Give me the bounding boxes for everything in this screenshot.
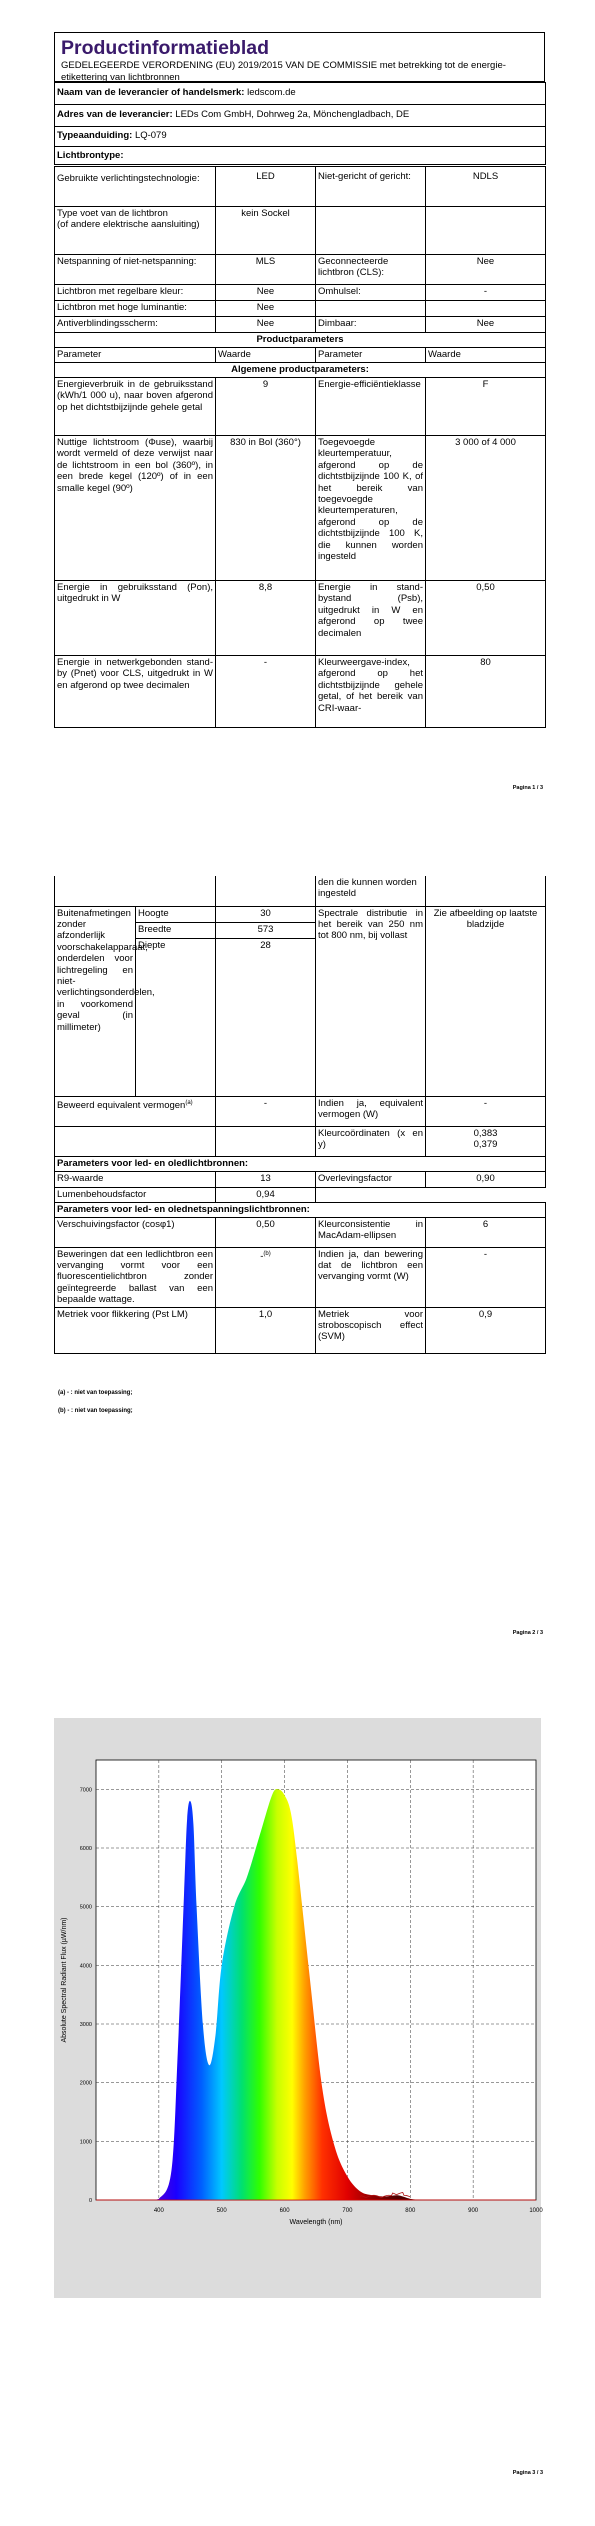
replacement-claim-label: Beweringen dat een ledlichtbron een vervanging vormt voor een fluorescentielichtbron zonder geïntegreerde ballast van een bepaalde wattage. xyxy=(55,1247,216,1307)
r9-label: R9-waarde xyxy=(55,1171,216,1187)
x-axis-label: Wavelength (nm) xyxy=(289,2219,343,2226)
cap-type-label: Type voet van de lichtbron xyxy=(57,208,168,219)
y-tick-label: 2000 xyxy=(79,2080,92,2087)
cls-value: Nee xyxy=(426,255,546,285)
table-row xyxy=(55,363,546,378)
anti-glare-value: Nee xyxy=(216,317,316,333)
empty-cell xyxy=(426,876,546,906)
supplier-name-value: ledscom.de xyxy=(247,87,296,98)
empty-cell xyxy=(316,301,426,317)
empty-cell xyxy=(426,1187,546,1202)
column-header: Waarde xyxy=(216,348,316,363)
spectrum-chart xyxy=(54,1718,541,2298)
lightsource-type-row xyxy=(55,147,546,165)
on-mode-power-label: Energie in gebruiksstand (Pon), uitgedrukt in W xyxy=(55,581,216,656)
colour-consistency-label: Kleurconsistentie in MacAdam-ellipsen xyxy=(316,1217,426,1247)
lumen-maintenance-value: 0,94 xyxy=(216,1187,316,1202)
technology-label: Gebruikte verlichtingstechnologie: xyxy=(55,167,216,207)
column-header: Parameter xyxy=(55,348,216,363)
chromaticity-y: 0,379 xyxy=(473,1138,498,1150)
y-tick-label: 0 xyxy=(88,2198,92,2204)
high-luminance-label: Lichtbron met hoge luminantie: xyxy=(55,301,216,317)
equivalent-power-value: - xyxy=(216,1096,316,1126)
table-row xyxy=(55,436,546,581)
height-label: Hoogte xyxy=(136,906,216,922)
page-footer: Pagina 3 / 3 xyxy=(512,2470,543,2476)
table-row xyxy=(55,876,546,906)
supplier-name-row xyxy=(55,83,546,105)
stroboscopic-label: Metriek voor stroboscopisch effect (SVM) xyxy=(316,1307,426,1353)
equivalent-power-label: Beweerd equivalent vermogen xyxy=(57,1099,186,1111)
on-mode-power-value: 8,8 xyxy=(216,581,316,656)
model-label: Typeaanduiding: xyxy=(57,130,133,141)
regulation-subtitle: GEDELEGEERDE VERORDENING (EU) 2019/2015 VAN DE COMMISSIE met betrekking tot de energie-etikettering van lichtbronnen xyxy=(61,60,506,83)
table-row xyxy=(55,1247,546,1307)
colour-tunable-label: Lichtbron met regelbare kleur: xyxy=(55,285,216,301)
supplier-address-value: LEDs Com GmbH, Dohrweg 2a, Mönchengladbach, DE xyxy=(175,109,410,120)
anti-glare-label: Antiverblindingsscherm: xyxy=(55,317,216,333)
displacement-factor-value: 0,50 xyxy=(216,1217,316,1247)
lightsource-type-label: Lichtbrontype: xyxy=(57,150,124,161)
empty-cell xyxy=(316,1187,426,1202)
cri-label: Kleurweergave-index, afgerond op het dichtstbijzijnde gehele getal, of het bereik van CRI-waar- xyxy=(316,656,426,728)
table-row xyxy=(55,255,546,285)
y-tick-labels xyxy=(80,1787,92,2204)
section-led-mains-parameters: Parameters voor led- en olednetspanningslichtbronnen: xyxy=(55,1202,546,1217)
supplier-address-label: Adres van de leverancier: xyxy=(57,109,173,120)
useful-flux-label: Nuttige lichtstroom (Φuse), waarbij wordt vermeld of deze verwijst naar de lichtstroom in een bol (360º), in een brede kegel (120º) of in een smalle kegel (90º) xyxy=(55,436,216,581)
y-tick-label: 3000 xyxy=(79,2022,92,2028)
high-luminance-value: Nee xyxy=(216,301,316,317)
dimmable-value: Nee xyxy=(426,317,546,333)
table-row xyxy=(55,378,546,436)
efficiency-class-label: Energie-efficiëntieklasse xyxy=(316,378,426,436)
supplier-table xyxy=(54,82,546,165)
cap-type-cell xyxy=(55,207,216,255)
table-row xyxy=(55,1156,546,1171)
spectral-label: Spectrale distributie in het bereik van 250 nm tot 800 nm, bij vollast xyxy=(316,906,426,1096)
column-header: Waarde xyxy=(426,348,546,363)
y-tick-label: 5000 xyxy=(79,1904,92,1911)
supplier-name-label: Naam van de leverancier of handelsmerk: xyxy=(57,87,245,98)
empty-cell xyxy=(316,207,426,255)
dimensions-label: Buitenafmetingen zonder afzonderlijk voorschakelapparaat, onderdelen voor lichtregeling en niet-verlichtingsonderdelen, in voorkomend geval (in millimeter) xyxy=(55,906,136,1096)
table-row xyxy=(55,1202,546,1217)
envelope-label: Omhulsel: xyxy=(316,285,426,301)
width-value: 573 xyxy=(216,922,316,938)
x-tick-label: 400 xyxy=(153,2208,164,2214)
lumen-maintenance-label: Lumenbehoudsfactor xyxy=(55,1187,216,1202)
table-row xyxy=(55,1217,546,1247)
replacement-claim-value-cell xyxy=(216,1247,316,1307)
equivalent-power-cell xyxy=(55,1096,216,1126)
table-row xyxy=(55,207,546,255)
replacement-watt-label: Indien ja, dan bewering dat de lichtbron een vervanging vormt (W) xyxy=(316,1247,426,1307)
page-footer: Pagina 1 / 3 xyxy=(512,785,543,791)
mains-value: MLS xyxy=(216,255,316,285)
table-row xyxy=(55,317,546,333)
header-box xyxy=(54,32,545,82)
cap-type-value: kein Sockel xyxy=(216,207,316,255)
standby-power-value: 0,50 xyxy=(426,581,546,656)
footnote-b: (b) - : niet van toepassing; xyxy=(58,1408,133,1414)
section-product-parameters: Productparameters xyxy=(55,333,546,348)
y-tick-label: 7000 xyxy=(79,1787,92,1794)
flicker-label: Metriek voor flikkering (Pst LM) xyxy=(55,1307,216,1353)
supplier-address-row xyxy=(55,105,546,127)
efficiency-class-value: F xyxy=(426,378,546,436)
colour-tunable-value: Nee xyxy=(216,285,316,301)
x-tick-label: 800 xyxy=(405,2208,416,2214)
y-axis-label: Absolute Spectral Radiant Flux (µW/nm) xyxy=(61,1917,68,2043)
empty-cell xyxy=(426,207,546,255)
x-tick-label: 900 xyxy=(468,2208,479,2214)
x-tick-labels xyxy=(154,2208,543,2214)
dimmable-label: Dimbaar: xyxy=(316,317,426,333)
displacement-factor-label: Verschuivingsfactor (cosφ1) xyxy=(55,1217,216,1247)
networked-standby-value: - xyxy=(216,656,316,728)
footnote-ref-a: (a) xyxy=(185,1099,193,1106)
spectral-value: Zie afbeelding op laatste bladzijde xyxy=(426,906,546,1096)
table-row xyxy=(55,301,546,317)
cri-label-continued: den die kunnen worden ingesteld xyxy=(316,876,426,906)
energy-consumption-label: Energieverbruik in de gebruiksstand (kWh/1 000 u), naar boven afgerond op het dichtstbijzijnde gehele getal xyxy=(55,378,216,436)
chromaticity-x: 0,383 xyxy=(473,1127,498,1139)
table-row xyxy=(55,581,546,656)
equivalent-power-w-label: Indien ja, equivalent vermogen (W) xyxy=(316,1096,426,1126)
table-row xyxy=(55,1171,546,1187)
y-tick-label: 6000 xyxy=(79,1846,92,1852)
colour-consistency-value: 6 xyxy=(426,1217,546,1247)
depth-value: 28 xyxy=(216,938,316,1096)
table-row xyxy=(55,333,546,348)
footnote-a: (a) - : niet van toepassing; xyxy=(58,1390,133,1396)
footnote-ref-b: (b) xyxy=(263,1250,271,1257)
y-tick-label: 4000 xyxy=(79,1963,92,1970)
x-tick-label: 700 xyxy=(342,2208,353,2214)
empty-cell xyxy=(216,1126,316,1156)
useful-flux-value: 830 in Bol (360°) xyxy=(216,436,316,581)
directional-value: NDLS xyxy=(426,167,546,207)
section-led-parameters: Parameters voor led- en oledlichtbronnen: xyxy=(55,1156,546,1171)
product-table-continued xyxy=(54,876,546,1354)
table-row xyxy=(55,656,546,728)
model-value: LQ-079 xyxy=(134,130,167,141)
empty-cell xyxy=(216,876,316,906)
model-row xyxy=(55,127,546,147)
colour-temperature-label: Toegevoegde kleurtemperatuur, afgerond op de dichtstbijzijnde 100 K, of het bereik van toegevoegde kleurtemperaturen, afgerond op de dichtstbijzijnde 100 K, die kunnen worden ingesteld xyxy=(316,436,426,581)
cri-value: 80 xyxy=(426,656,546,728)
stroboscopic-value: 0,9 xyxy=(426,1307,546,1353)
table-row xyxy=(55,906,546,922)
empty-cell xyxy=(55,1126,216,1156)
width-label: Breedte xyxy=(136,922,216,938)
page-footer: Pagina 2 / 3 xyxy=(512,1630,543,1636)
chromaticity-value xyxy=(426,1126,546,1156)
empty-cell xyxy=(426,301,546,317)
product-table xyxy=(54,166,546,728)
column-header: Parameter xyxy=(316,348,426,363)
height-value: 30 xyxy=(216,906,316,922)
table-row xyxy=(55,1187,546,1202)
envelope-value: - xyxy=(426,285,546,301)
table-row xyxy=(55,1096,546,1126)
mains-label: Netspanning of niet-netspanning: xyxy=(55,255,216,285)
chromaticity-label: Kleurcoördinaten (x en y) xyxy=(316,1126,426,1156)
standby-power-label: Energie in stand-bystand (Psb), uitgedrukt in W en afgerond op twee decimalen xyxy=(316,581,426,656)
replacement-claim-value: - xyxy=(260,1250,264,1262)
empty-cell xyxy=(55,876,216,906)
table-row xyxy=(55,1307,546,1353)
table-row xyxy=(55,167,546,207)
directional-label: Niet-gericht of gericht: xyxy=(316,167,426,207)
survival-factor-label: Overlevingsfactor xyxy=(316,1171,426,1187)
table-row xyxy=(55,285,546,301)
page-title: Productinformatieblad xyxy=(61,37,270,59)
x-tick-label: 500 xyxy=(216,2208,227,2214)
colour-temperature-value: 3 000 of 4 000 xyxy=(426,436,546,581)
depth-label: Diepte xyxy=(136,938,216,1096)
networked-standby-label: Energie in netwerkgebonden stand-by (Pnet) voor CLS, uitgedrukt in W en afgerond op twee decimalen xyxy=(55,656,216,728)
cls-label: Geconnecteerde lichtbron (CLS): xyxy=(316,255,426,285)
table-row xyxy=(55,348,546,363)
cap-type-note: (of andere elektrische aansluiting) xyxy=(57,219,200,231)
y-tick-label: 1000 xyxy=(79,2139,92,2146)
technology-value: LED xyxy=(216,167,316,207)
energy-consumption-value: 9 xyxy=(216,378,316,436)
replacement-watt-value: - xyxy=(426,1247,546,1307)
flicker-value: 1,0 xyxy=(216,1307,316,1353)
survival-factor-value: 0,90 xyxy=(426,1171,546,1187)
section-general-parameters: Algemene productparameters: xyxy=(55,363,546,378)
x-tick-label: 600 xyxy=(279,2208,290,2214)
r9-value: 13 xyxy=(216,1171,316,1187)
equivalent-power-w-value: - xyxy=(426,1096,546,1126)
table-row xyxy=(55,1126,546,1156)
spectrum-chart-svg xyxy=(54,1718,541,2298)
x-tick-label: 1000 xyxy=(529,2208,543,2214)
